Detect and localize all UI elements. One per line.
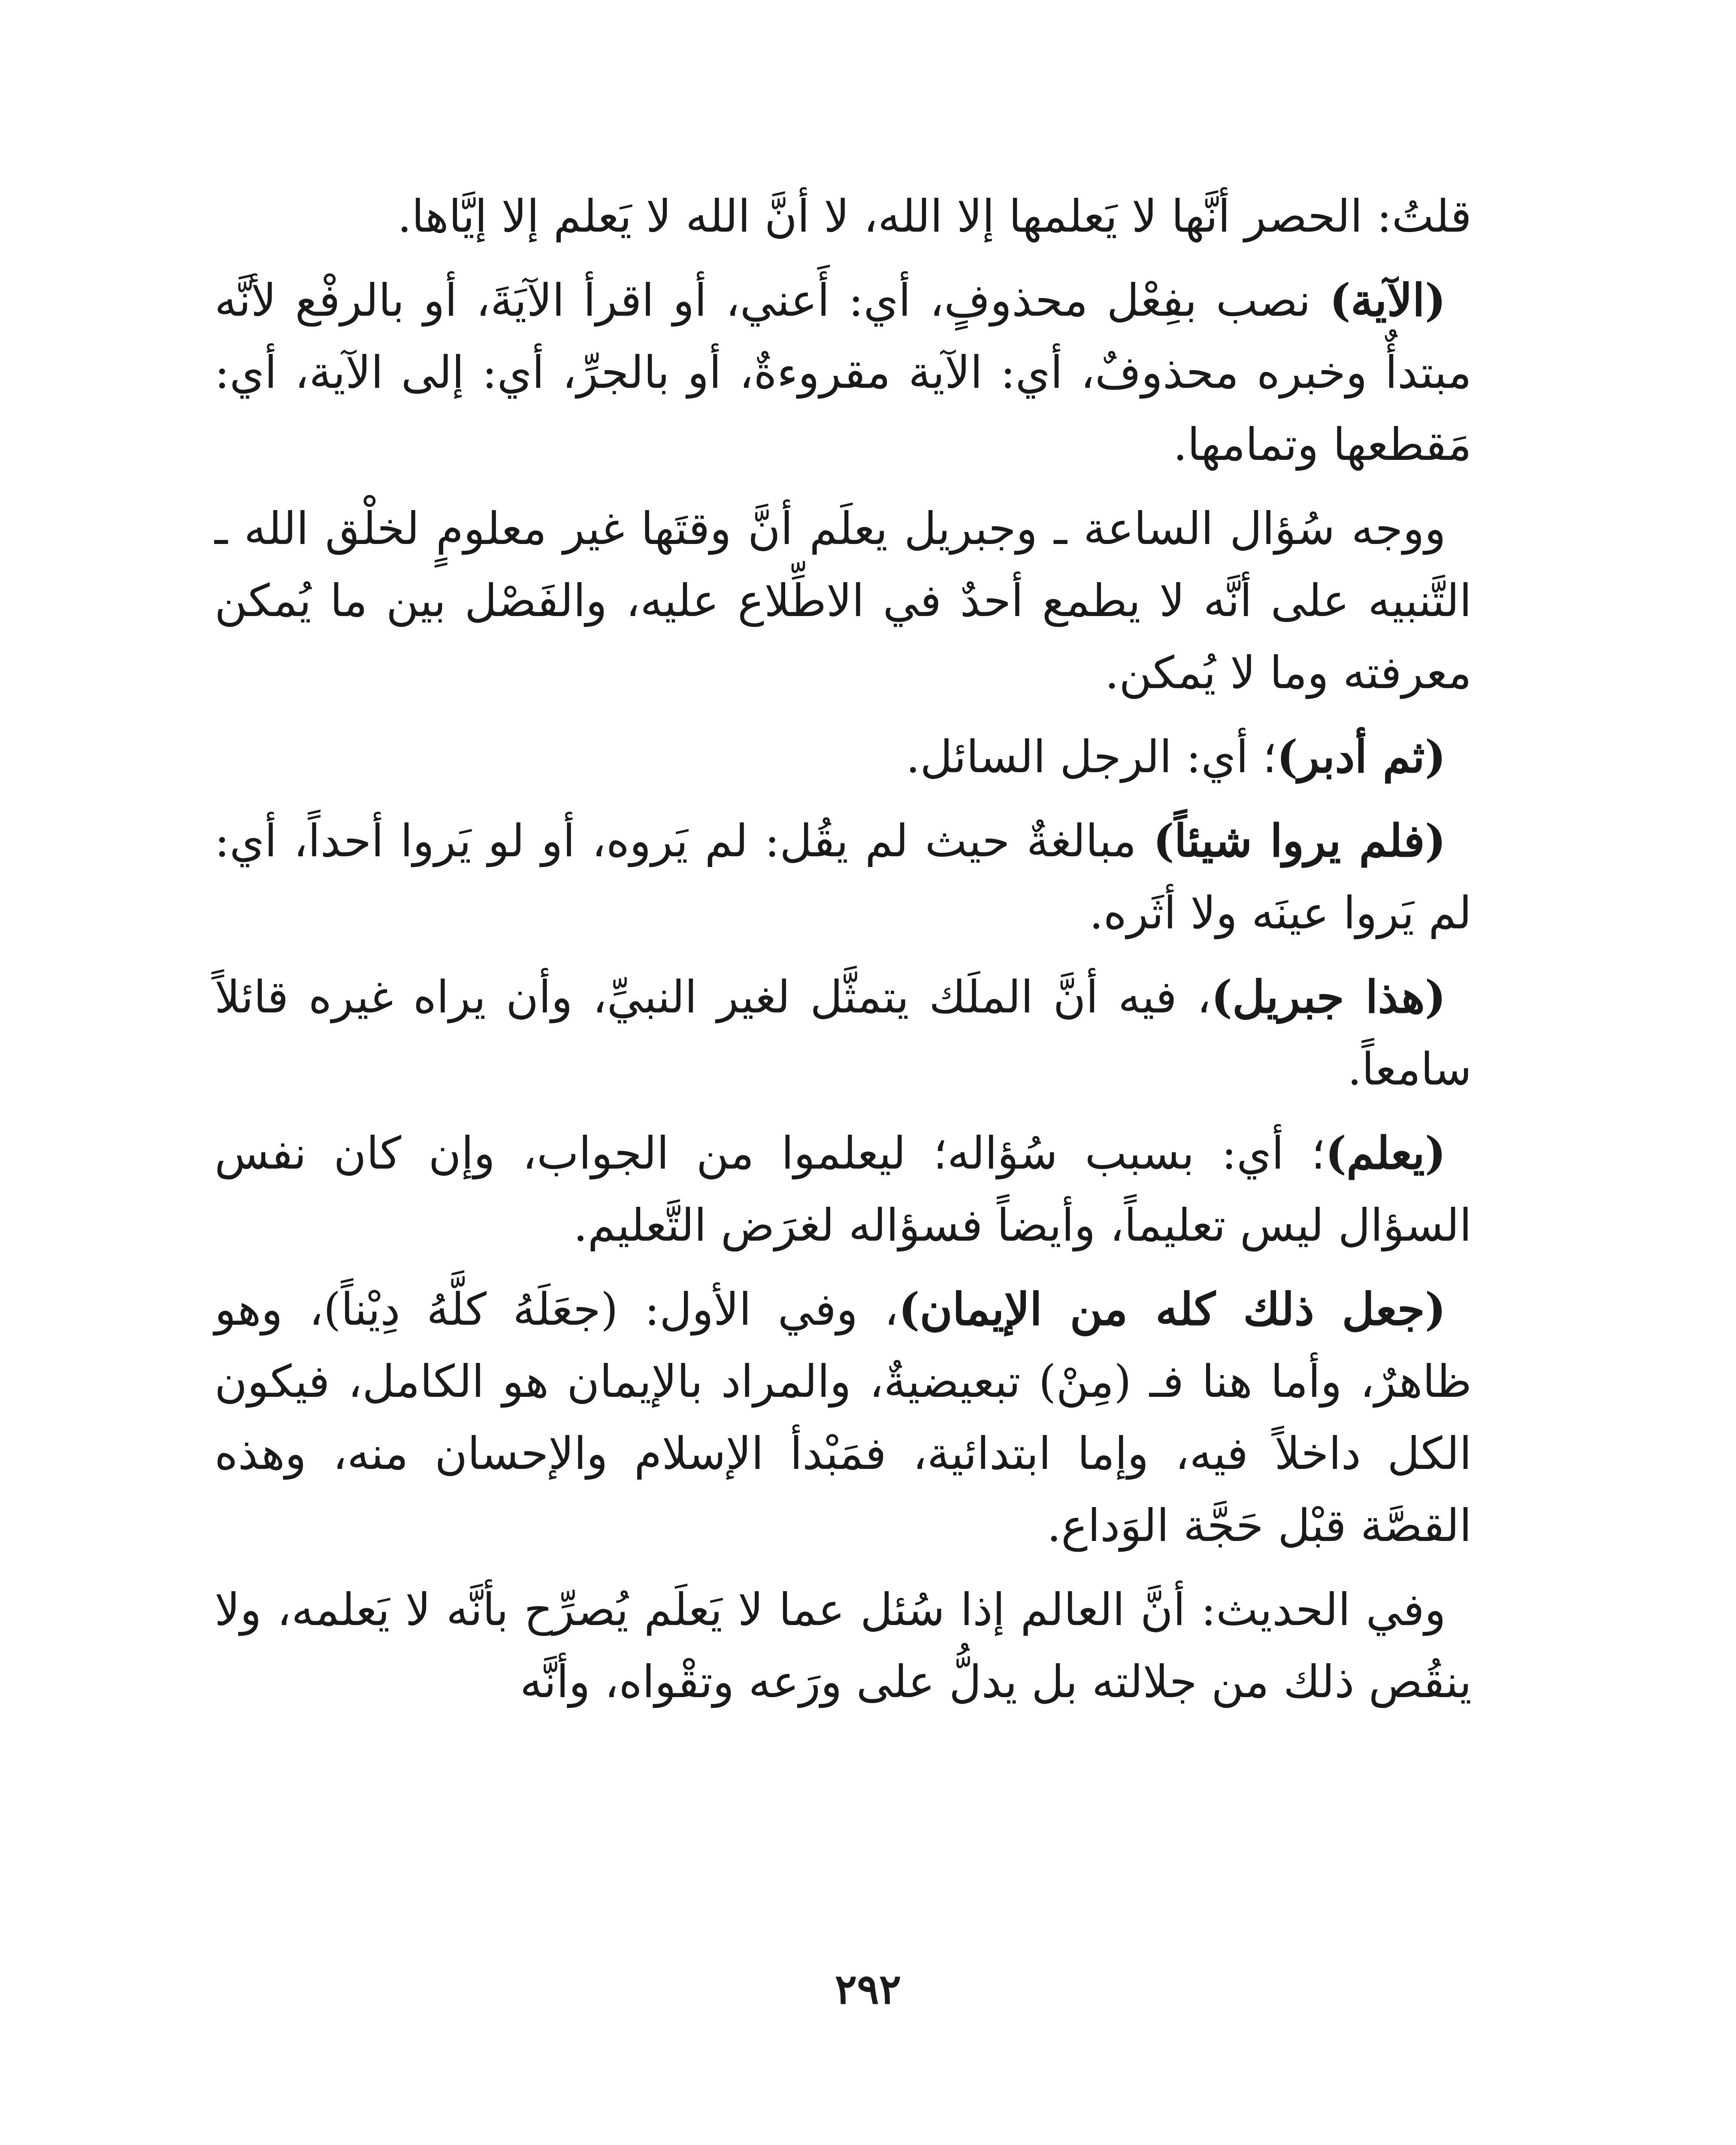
paragraph-9	[215, 1574, 1472, 1718]
paragraph-8	[215, 1273, 1472, 1562]
paragraph-text: ؛ أي: الرجل السائل.	[906, 731, 1277, 783]
paragraph-text: ؛ أي: بسبب سُؤاله؛ ليعلموا من الجواب، وإن كان نفس السؤال ليس تعليماً، وأيضاً فسؤاله لغرَض التَّعليم.	[215, 1127, 1472, 1251]
paragraph-5	[215, 805, 1472, 949]
paragraph-2	[215, 264, 1472, 480]
paragraph-lead: (فلم يروا شيئاً)	[1153, 814, 1446, 867]
paragraph-lead: (ثم أدبر)	[1276, 730, 1446, 783]
paragraph-text: ، فيه أنَّ الملَك يتمثَّل لغير النبيِّ، وأن يراه غيره قائلاً سامعاً.	[215, 971, 1472, 1095]
paragraph-text: وفي الحديث: أنَّ العالم إذا سُئل عما لا يَعلَم يُصرِّح بأنَّه لا يَعلمه، ولا ينقُص ذلك من جلالته بل يدلُّ على ورَعه وتقْواه، وأنَّه	[215, 1583, 1472, 1708]
paragraph-text: ، وفي الأول: (جعَلَهُ كلَّهُ دِيْناً)، وهو ظاهرٌ، وأما هنا فـ (مِنْ) تبعيضيةٌ، والمراد بالإيمان هو الكامل، فيكون الكل داخلاً فيه، وإما ابتدائية، فمَبْدأ الإسلام والإحسان منه، وهذه القصَّة قبْل حَجَّة الوَداع.	[215, 1283, 1472, 1552]
page-body	[215, 180, 1472, 1730]
paragraph-4	[215, 721, 1472, 793]
paragraph-lead: (يعلم)	[1325, 1127, 1446, 1179]
paragraph-3	[215, 492, 1472, 709]
paragraph-text: نصب بفِعْل محذوفٍ، أي: أَعني، أو اقرأ الآيَةَ، أو بالرفْع لأنَّه مبتدأٌ وخبره محذوفٌ، أي: الآية مقروءةٌ، أو بالجرِّ، أي: إلى الآية، أي: مَقطعها وتمامها.	[215, 274, 1472, 471]
page-number: ٢٩٢	[835, 1965, 901, 2013]
paragraph-7	[215, 1117, 1472, 1261]
paragraph-text: ووجه سُؤال الساعة ـ وجبريل يعلَم أنَّ وقتَها غير معلومٍ لخلْق الله ـ التَّنبيه على أنَّه لا يطمع أحدٌ في الاطِّلاع عليه، والفَصْل بين ما يُمكن معرفته وما لا يُمكن.	[215, 502, 1472, 699]
paragraph-text: مبالغةٌ حيث لم يقُل: لم يَروه، أو لو يَروا أحداً، أي: لم يَروا عينَه ولا أثَره.	[215, 815, 1472, 939]
paragraph-text: قلتُ: الحصر أنَّها لا يَعلمها إلا الله، لا أنَّ الله لا يَعلم إلا إيَّاها.	[397, 190, 1472, 242]
paragraph-lead: (جعل ذلك كله من الإيمان)	[898, 1283, 1446, 1335]
paragraph-lead: (الآية)	[1329, 274, 1446, 326]
paragraph-1	[215, 180, 1472, 252]
paragraph-lead: (هذا جبريل)	[1211, 970, 1446, 1023]
paragraph-6	[215, 961, 1472, 1105]
